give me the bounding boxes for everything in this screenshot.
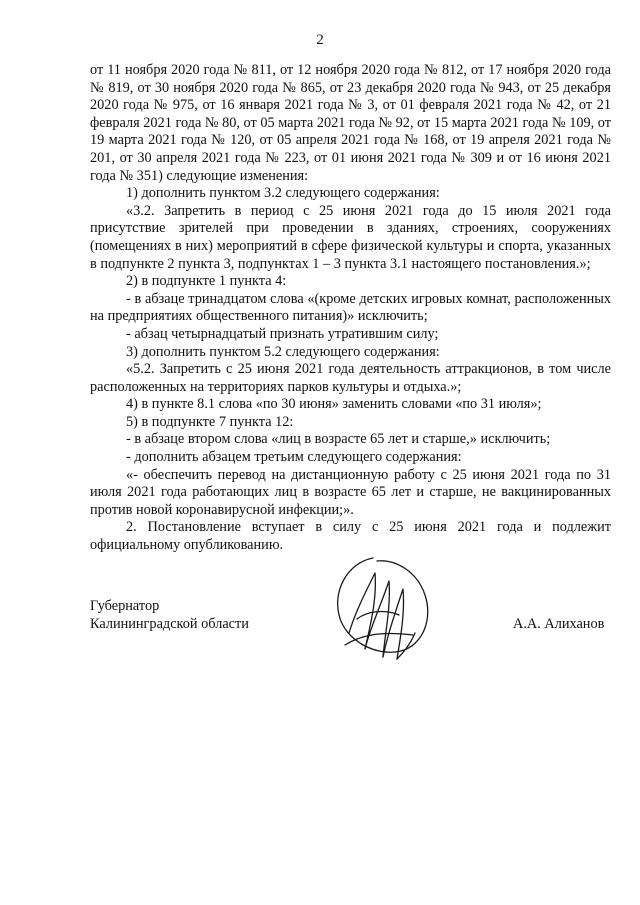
- clause-3-2-paragraph: «3.2. Запретить в период с 25 июня 2021 года до 15 июля 2021 года присутствие зрителей при проведении в зданиях, строениях, сооружениях (помещениях в них) мероприятий в сфере физической культуры и спорта, указанных в подпункте 2 пункта 3, подпунктах 1 – 3 пункта 3.1 настоящего постановления.»;: [90, 202, 611, 272]
- amendment-intro-paragraph: от 11 ноября 2020 года № 811, от 12 ноября 2020 года № 812, от 17 ноября 2020 года № 819, от 30 ноября 2020 года № 865, от 23 декабря 2020 года № 943, от 25 декабря 2020 года № 975, от 16 января 2021 года № 3, от 01 февраля 2021 года № 42, от 21 февраля 2021 года № 80, от 05 марта 2021 года № 92, от 15 марта 2021 года № 109, от 19 марта 2021 года № 120, от 05 апреля 2021 года № 168, от 19 апреля 2021 года № 201, от 30 апреля 2021 года № 223, от 01 июня 2021 года № 309 и от 16 июня 2021 года № 351) следующие изменения:: [90, 62, 611, 184]
- item-5-subclause-1: - в абзаце втором слова «лиц в возрасте 65 лет и старше,» исключить;: [126, 431, 551, 448]
- item-5-paragraph: 5) в подпункте 7 пункта 12:: [126, 413, 294, 430]
- item-5-subclause-2: - дополнить абзацем третьим следующего содержания:: [126, 449, 462, 466]
- item-1-paragraph: 1) дополнить пунктом 3.2 следующего содержания:: [126, 185, 440, 202]
- item-4-paragraph: 4) в пункте 8.1 слова «по 30 июня» заменить словами «по 31 июля»;: [126, 396, 542, 413]
- handwritten-signature-icon: [325, 553, 440, 668]
- new-paragraph-text: «- обеспечить перевод на дистанционную работу с 25 июня 2021 года по 31 июля 2021 года работающих лиц в возрасте 65 лет и старше, не вакцинированных против новой коронавирусной инфекции;».: [90, 466, 611, 518]
- item-2-subclause-2: - абзац четырнадцатый признать утратившим силу;: [126, 325, 439, 342]
- effective-date-paragraph: 2. Постановление вступает в силу с 25 июня 2021 года и подлежит официальному опубликованию.: [90, 519, 611, 554]
- page-number: 2: [316, 32, 324, 48]
- signatory-title-line-1: Губернатор: [90, 598, 160, 614]
- signatory-title-line-2: Калининградской области: [90, 615, 249, 632]
- item-3-paragraph: 3) дополнить пунктом 5.2 следующего содержания:: [126, 343, 440, 360]
- document-body: [90, 62, 611, 555]
- signatory-name: А.А. Алиханов: [513, 616, 605, 632]
- item-2-paragraph: 2) в подпункте 1 пункта 4:: [126, 273, 287, 290]
- clause-5-2-paragraph: «5.2. Запретить с 25 июня 2021 года деятельность аттракционов, в том числе расположенных на территориях парков культуры и отдыха.»;: [90, 361, 611, 395]
- item-2-subclause-1: - в абзаце тринадцатом слова «(кроме детских игровых комнат, расположенных на предприятиях общественного питания)» исключить;: [90, 290, 611, 325]
- signatory-title: [90, 598, 249, 633]
